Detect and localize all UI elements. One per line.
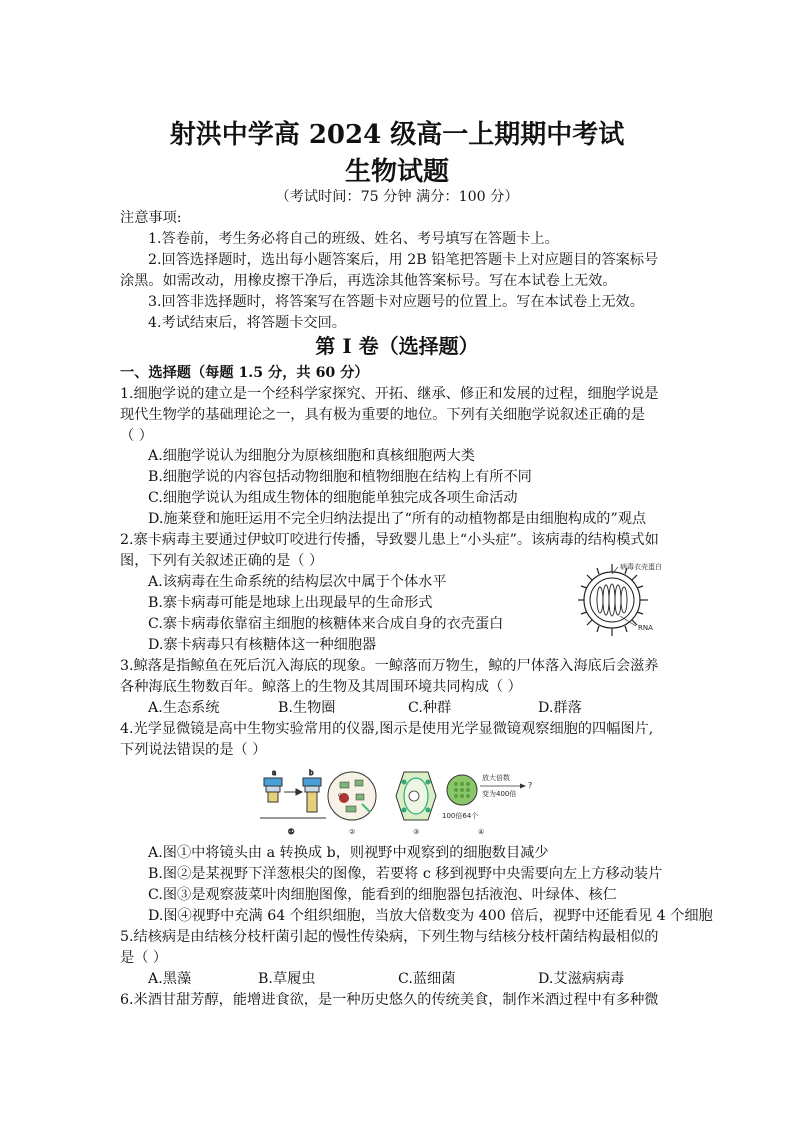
q3-option-d: D.群落 (538, 700, 582, 716)
objective-lens-figure (260, 769, 326, 836)
q2-option-c: C.寨卡病毒依靠宿主细胞的核糖体来合成自身的衣壳蛋白 (148, 616, 504, 632)
q1-stem: 1.细胞学说的建立是一个经科学家探究、开拓、继承、修正和发展的过程，细胞学说是 (120, 386, 659, 402)
q2-stem: 2.寨卡病毒主要通过伊蚊叮咬进行传播，导致婴儿患上“小头症”。该病毒的结构模式如 (120, 532, 659, 548)
q3-option-a: A.生态系统 (148, 700, 220, 716)
svg-text:④: ④ (478, 828, 485, 836)
section-title: 第 I 卷（选择题） (315, 334, 479, 358)
notice-item: 1.答卷前，考生务必将自己的班级、姓名、考号填写在答题卡上。 (148, 231, 559, 247)
q4-stem: 4.光学显微镜是高中生物实验常用的仪器,图示是使用光学显微镜观察细胞的四幅图片, (120, 721, 654, 737)
svg-text:c: c (338, 792, 342, 799)
q5-option-c: C.蓝细菌 (398, 971, 456, 987)
q3-option-c: C.种群 (408, 700, 452, 716)
zika-virus-diagram (578, 560, 690, 638)
q3-stem: 各种海底生物数百年。鲸落上的生物及其周围环境共同构成（ ） (120, 679, 522, 695)
svg-text:a: a (272, 769, 277, 777)
exam-info: （考试时间：75 分钟 满分：100 分） (275, 189, 519, 205)
q5-options (148, 969, 708, 989)
q5-stem: 5.结核病是由结核分枝杆菌引起的慢性传染病，下列生物与结核分枝杆菌结构最相似的 (120, 929, 659, 945)
q2-option-a: A.该病毒在生命系统的结构层次中属于个体水平 (148, 574, 447, 590)
q4-option-d: D.图④视野中充满 64 个组织细胞，当放大倍数变为 400 倍后，视野中还能看见 4 个细胞 (148, 908, 713, 924)
exam-title: 射洪中学高 2024 级高一上期期中考试 (169, 120, 625, 150)
q1-stem: （ ） (120, 428, 153, 444)
q6-stem: 6.米酒甘甜芳醇，能增进食欲，是一种历史悠久的传统美食，制作米酒过程中有多种微 (120, 992, 659, 1008)
q2-stem: 图，下列有关叙述正确的是（ ） (120, 553, 324, 569)
capsid-label: 病毒衣壳蛋白 (620, 563, 662, 571)
svg-text:?: ? (528, 781, 533, 790)
q3-stem: 3.鲸落是指鲸鱼在死后沉入海底的现象。一鲸落而万物生，鲸的尸体落入海底后会滋养 (120, 658, 659, 674)
q5-option-d: D.艾滋病病毒 (538, 971, 625, 987)
q2-option-b: B.寨卡病毒可能是地球上出现最早的生命形式 (148, 595, 433, 611)
notice-heading: 注意事项: (120, 210, 182, 226)
q1-option-c: C.细胞学说认为组成生物体的细胞能单独完成各项生命活动 (148, 490, 518, 506)
svg-text:②: ② (349, 828, 356, 836)
svg-text:放大倍数: 放大倍数 (482, 774, 510, 782)
q1-option-a: A.细胞学说认为细胞分为原核细胞和真核细胞两大类 (148, 448, 475, 464)
notice-item: 2.回答选择题时，选出每小题答案后，用 2B 铅笔把答题卡上对应题目的答案标号 (148, 252, 659, 268)
q3-options (148, 698, 708, 718)
notice-item: 3.回答非选择题时，将答案写在答题卡对应题号的位置上。写在本试卷上无效。 (148, 294, 644, 310)
rna-label: RNA (638, 624, 653, 632)
exam-subject: 生物试题 (344, 157, 449, 187)
q5-option-b: B.草履虫 (258, 971, 316, 987)
q4-option-b: B.图②是某视野下洋葱根尖的图像，若要将 c 移到视野中央需要向左上方移动装片 (148, 866, 663, 882)
microscope-figures (258, 768, 544, 838)
part-heading: 一、选择题（每题 1.5 分，共 60 分） (120, 365, 369, 381)
q1-option-b: B.细胞学说的内容包括动物细胞和植物细胞在结构上有所不同 (148, 469, 532, 485)
svg-text:①: ① (288, 828, 295, 836)
q5-option-a: A.黑藻 (148, 971, 192, 987)
q4-stem: 下列说法错误的是（ ） (120, 742, 267, 758)
q1-stem: 现代生物学的基础理论之一，具有极为重要的地位。下列有关细胞学说叙述正确的是 (120, 407, 645, 423)
leaf-cell-figure (396, 772, 436, 836)
q4-option-c: C.图③是观察菠菜叶肉细胞图像，能看到的细胞器包括液泡、叶绿体、核仁 (148, 887, 617, 903)
q1-option-d: D.施莱登和施旺运用不完全归纳法提出了“所有的动植物都是由细胞构成的”观点 (148, 511, 647, 527)
root-tip-figure (328, 772, 376, 836)
notice-item: 涂黑。如需改动，用橡皮擦干净后，再选涂其他答案标号。写在本试卷上无效。 (120, 273, 617, 289)
cell-field-figure (442, 773, 532, 836)
q5-stem: 是（ ） (120, 950, 168, 966)
q4-option-a: A.图①中将镜头由 a 转换成 b，则视野中观察到的细胞数目减少 (148, 845, 549, 861)
q3-option-b: B.生物圈 (278, 700, 336, 716)
svg-text:变为400倍: 变为400倍 (482, 790, 517, 798)
notice-item: 4.考试结束后，将答题卡交回。 (148, 315, 346, 331)
svg-text:③: ③ (413, 828, 420, 836)
q2-option-d: D.寨卡病毒只有核糖体这一种细胞器 (148, 637, 377, 653)
svg-text:100倍64个: 100倍64个 (442, 812, 479, 820)
svg-text:b: b (309, 769, 314, 777)
